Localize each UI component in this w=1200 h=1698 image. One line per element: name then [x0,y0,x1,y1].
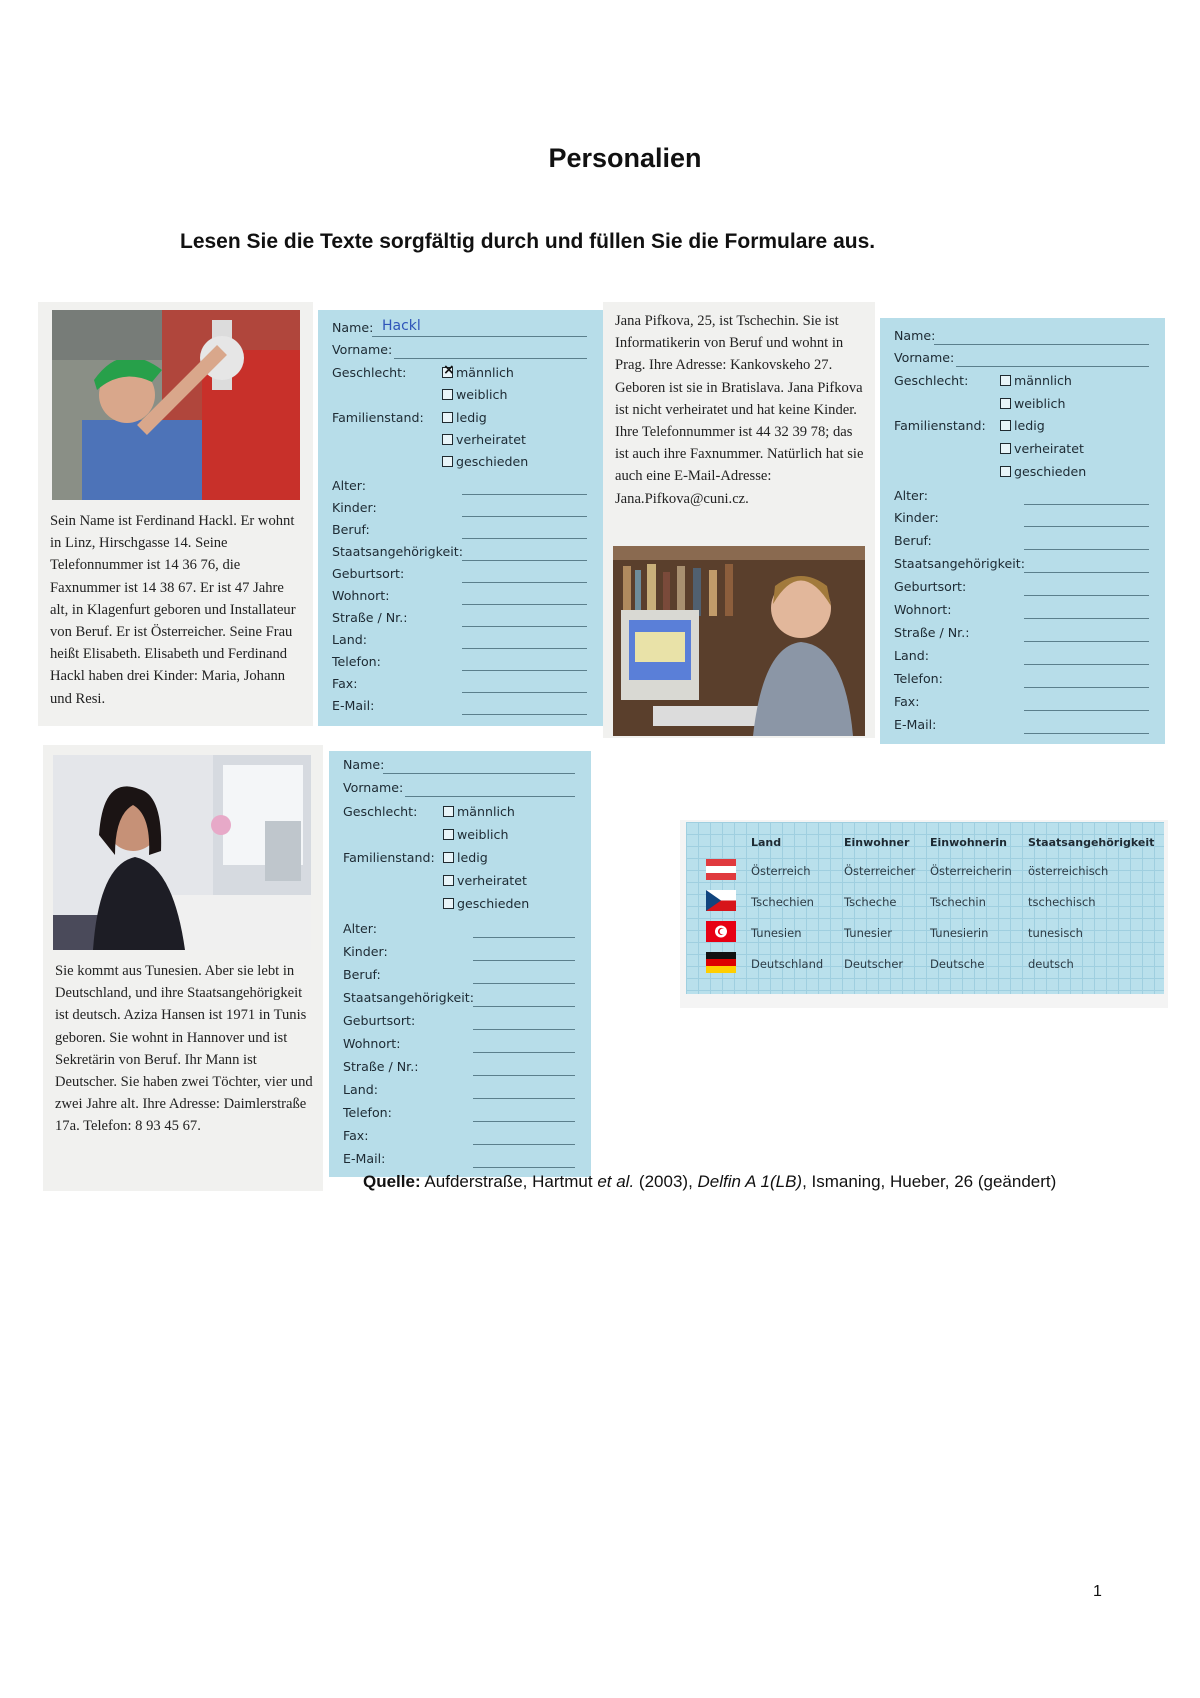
geschlecht-label: Geschlecht: [894,373,969,388]
geburtsort-label: Geburtsort: [343,1013,416,1028]
tunisia-flag [706,921,736,942]
staatsangehoerigkeit-label: Staatsangehörigkeit: [343,990,474,1005]
source-rest: , Ismaning, Hueber, 26 (geändert) [802,1172,1057,1191]
table-cell: Österreicherin [930,864,1012,878]
option-verheiratet[interactable]: verheiratet [442,432,526,447]
option-ledig[interactable]: ledig [442,410,487,425]
table-cell: Deutscher [844,957,904,971]
geburtsort-label: Geburtsort: [894,579,967,594]
germany-flag [706,952,736,973]
source-citation [363,1172,1056,1192]
option-geschieden[interactable]: geschieden [443,896,529,911]
table-cell: österreichisch [1028,864,1109,878]
table-cell: tunesisch [1028,926,1083,940]
land-label: Land: [894,648,929,663]
table-cell: Deutschland [751,957,824,971]
option-geschieden[interactable]: geschieden [1000,464,1086,479]
staatsangehoerigkeit-label: Staatsangehörigkeit: [894,556,1025,571]
kinder-label: Kinder: [332,500,377,515]
alter-label: Alter: [332,478,366,493]
czech-flag [706,890,736,911]
source-label: Quelle: [363,1172,421,1191]
table-header: Land [751,836,782,849]
vorname-label: Vorname: [343,780,404,795]
hackl-photo [52,310,300,500]
hansen-photo [53,755,311,950]
form-pifkova [880,318,1165,744]
option-weiblich[interactable]: weiblich [443,827,508,842]
option-weiblich[interactable]: weiblich [442,387,507,402]
hackl-card [38,302,313,726]
pifkova-card [603,302,875,738]
vorname-label: Vorname: [332,342,393,357]
table-header: Einwohner [844,836,910,849]
hackl-story: Sein Name ist Ferdinand Hackl. Er wohnt in Linz, Hirschgasse 14. Seine Telefonnummer ist 14 36 76, die Faxnummer ist 14 38 67. Er ist 47 Jahre alt, in Klagenfurt geboren und Installateur von Beruf. Er ist Österreicher. Seine Frau heißt Elisabeth. Elisabeth und Ferdinand Hackl haben drei Kinder: Maria, Johann und Resi. [50,513,296,707]
form-hackl [318,310,603,726]
alter-label: Alter: [343,921,377,936]
beruf-label: Beruf: [343,967,381,982]
geburtsort-label: Geburtsort: [332,566,405,581]
wohnort-label: Wohnort: [343,1036,401,1051]
table-cell: Tunesierin [930,926,989,940]
table-cell: Tschechin [930,895,986,909]
telefon-label: Telefon: [332,654,381,669]
land-label: Land: [332,632,367,647]
table-cell: tschechisch [1028,895,1096,909]
hansen-card [43,745,323,1191]
fax-label: Fax: [894,694,920,709]
table-cell: Tunesier [844,926,892,940]
strasse-label: Straße / Nr.: [894,625,970,640]
table-cell: Tunesien [751,926,802,940]
option-ledig[interactable]: ledig [1000,418,1045,433]
email-label: E-Mail: [343,1151,386,1166]
country-table [680,820,1168,1008]
fax-label: Fax: [332,676,358,691]
email-label: E-Mail: [332,698,375,713]
vorname-label: Vorname: [894,350,955,365]
telefon-label: Telefon: [894,671,943,686]
form-hansen [329,751,591,1177]
beruf-label: Beruf: [894,533,932,548]
hansen-story: Sie kommt aus Tunesien. Aber sie lebt in Deutschland, und ihre Staatsangehörigkeit ist deutsch. Aziza Hansen ist 1971 in Tunis geboren. Sie wohnt in Hannover und ist Sekretärin von Beruf. Ihr Mann ist Deutscher. Sie haben zwei Töchter, vier und zwei Jahre alt. Ihre Adresse: Daimlerstraße 17a. Telefon: 8 93 45 67. [55,963,313,1135]
table-header: Staatsangehörigkeit [1028,836,1155,849]
option-verheiratet[interactable]: verheiratet [1000,441,1084,456]
pifkova-photo [613,546,865,736]
source-etal: et al. [597,1172,635,1191]
wohnort-label: Wohnort: [894,602,952,617]
strasse-label: Straße / Nr.: [343,1059,419,1074]
option-geschieden[interactable]: geschieden [442,454,528,469]
pifkova-story: Jana Pifkova, 25, ist Tschechin. Sie ist Informatikerin von Beruf und wohnt in Prag. Ihre Adresse: Kankovskeho 27. Geboren ist sie in Bratislava. Jana Pifkova ist nicht verheiratet und hat keine Kinder. Ihre Telefonnummer ist 44 32 39 78; das ist auch ihre Faxnummer. Natürlich hat sie auch eine E-Mail-Adresse: Jana.Pifkova@cuni.cz. [615,313,864,507]
austria-flag [706,859,736,880]
name-label: Name: [332,320,374,335]
table-cell: Tschechien [751,895,814,909]
telefon-label: Telefon: [343,1105,392,1120]
name-label: Name: [343,757,385,772]
name-value[interactable]: Hackl [382,318,421,334]
familienstand-label: Familienstand: [332,410,424,425]
kinder-label: Kinder: [343,944,388,959]
instruction-text: Lesen Sie die Texte sorgfältig durch und füllen Sie die Formulare aus. [180,230,876,253]
fax-label: Fax: [343,1128,369,1143]
page-title: Personalien [548,143,702,173]
option-ledig[interactable]: ledig [443,850,488,865]
option-maennlich[interactable]: männlich [1000,373,1072,388]
wohnort-label: Wohnort: [332,588,390,603]
geschlecht-label: Geschlecht: [343,804,418,819]
alter-label: Alter: [894,488,928,503]
page-number: 1 [1093,1583,1102,1600]
country-table-grid [686,822,1164,994]
staatsangehoerigkeit-label: Staatsangehörigkeit: [332,544,463,559]
familienstand-label: Familienstand: [894,418,986,433]
name-label: Name: [894,328,936,343]
table-cell: Österreicher [844,864,916,878]
option-weiblich[interactable]: weiblich [1000,396,1065,411]
familienstand-label: Familienstand: [343,850,435,865]
source-year: (2003), [638,1172,693,1191]
option-verheiratet[interactable]: verheiratet [443,873,527,888]
option-maennlich[interactable]: × männlich [442,365,514,380]
beruf-label: Beruf: [332,522,370,537]
table-header: Einwohnerin [930,836,1007,849]
source-book: Delfin A 1(LB) [697,1172,803,1191]
table-cell: Deutsche [930,957,985,971]
table-cell: deutsch [1028,957,1074,971]
table-cell: Österreich [751,864,811,878]
land-label: Land: [343,1082,378,1097]
email-label: E-Mail: [894,717,937,732]
option-maennlich[interactable]: männlich [443,804,515,819]
strasse-label: Straße / Nr.: [332,610,408,625]
kinder-label: Kinder: [894,510,939,525]
source-authors: Aufderstraße, Hartmut [424,1172,593,1191]
table-cell: Tscheche [844,895,897,909]
geschlecht-label: Geschlecht: [332,365,407,380]
checkbox-checked[interactable] [442,367,453,378]
